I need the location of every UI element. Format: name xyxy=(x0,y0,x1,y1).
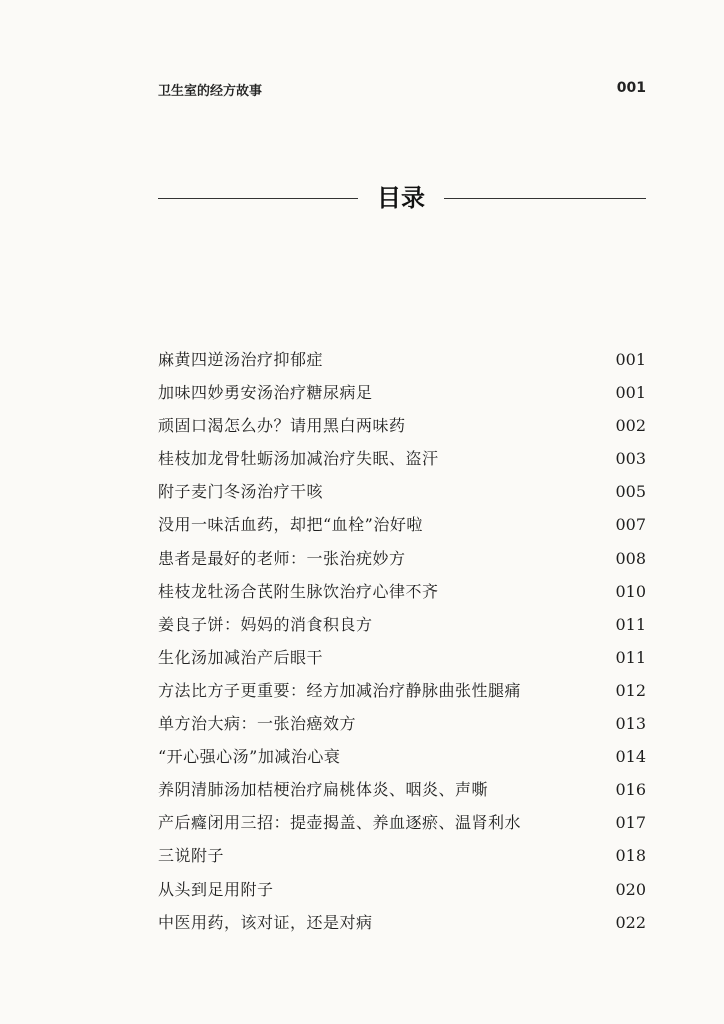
toc-entry-title: 三说附子 xyxy=(158,846,225,866)
heading-rule-right xyxy=(444,198,646,199)
toc-entry[interactable] xyxy=(158,575,646,608)
toc-entry-page: 001 xyxy=(615,383,646,403)
toc-entry-page: 005 xyxy=(615,482,646,502)
toc-entry-title: “开心强心汤”加减治心衰 xyxy=(158,747,341,767)
toc-entry-page: 014 xyxy=(615,747,646,767)
page-number: 001 xyxy=(616,80,646,96)
toc-entry-title: 养阴清肺汤加桔梗治疗扁桃体炎、咽炎、声嘶 xyxy=(158,780,489,800)
toc-entry[interactable] xyxy=(158,906,646,939)
heading-rule-left xyxy=(158,198,358,199)
toc-entry-page: 013 xyxy=(615,714,646,734)
toc-entry[interactable] xyxy=(158,806,646,839)
toc-entry[interactable] xyxy=(158,773,646,806)
toc-entry-page: 018 xyxy=(615,846,646,866)
toc-entry[interactable] xyxy=(158,442,646,475)
toc-entry[interactable] xyxy=(158,707,646,740)
toc-entry[interactable] xyxy=(158,839,646,872)
toc-entry[interactable] xyxy=(158,409,646,442)
toc-entry[interactable] xyxy=(158,873,646,906)
toc-entry-title: 方法比方子更重要：经方加减治疗静脉曲张性腿痛 xyxy=(158,680,522,700)
toc-entry-title: 中医用药，该对证，还是对病 xyxy=(158,912,373,932)
toc-entry-page: 002 xyxy=(615,416,646,436)
toc-entry-page: 003 xyxy=(615,449,646,469)
toc-entry-page: 011 xyxy=(615,647,646,667)
toc-entry-title: 桂枝加龙骨牡蛎汤加减治疗失眠、盗汗 xyxy=(158,449,439,469)
toc-entry-title: 附子麦门冬汤治疗干咳 xyxy=(158,482,324,502)
toc-entry-title: 没用一味活血药，却把“血栓”治好啦 xyxy=(158,515,423,535)
book-title: 卫生室的经方故事 xyxy=(158,84,263,99)
toc-entry-page: 022 xyxy=(615,912,646,932)
toc-entry-title: 桂枝龙牡汤合芪附生脉饮治疗心律不齐 xyxy=(158,581,439,601)
toc-entry[interactable] xyxy=(158,343,646,376)
toc-entry[interactable] xyxy=(158,641,646,674)
toc-entry-page: 011 xyxy=(615,614,646,634)
toc-heading-row xyxy=(158,180,646,216)
toc-entry[interactable] xyxy=(158,542,646,575)
toc-entry[interactable] xyxy=(158,608,646,641)
toc-entry[interactable] xyxy=(158,740,646,773)
toc-entry-title: 麻黄四逆汤治疗抑郁症 xyxy=(158,350,324,369)
toc-entry-page: 007 xyxy=(615,515,646,535)
toc-entry-title: 从头到足用附子 xyxy=(158,879,274,899)
toc-entry-page: 008 xyxy=(615,548,646,568)
toc-entry[interactable] xyxy=(158,475,646,508)
toc-entry-title: 顽固口渴怎么办？请用黑白两味药 xyxy=(158,416,406,436)
toc-entry-title: 产后癃闭用三招：提壶揭盖、养血逐瘀、温肾利水 xyxy=(158,813,522,833)
toc-entry-page: 012 xyxy=(615,680,646,700)
toc-entry-page: 017 xyxy=(615,813,646,833)
toc-entry-title: 单方治大病：一张治癌效方 xyxy=(158,714,357,734)
running-header xyxy=(158,80,646,100)
toc-entry-title: 生化汤加减治产后眼干 xyxy=(158,647,324,667)
toc-entry-page: 001 xyxy=(615,350,646,369)
toc-entry-page: 016 xyxy=(615,780,646,800)
toc-entry-title: 姜良子饼：妈妈的消食积良方 xyxy=(158,614,373,634)
toc-entry[interactable] xyxy=(158,508,646,541)
toc-entry-page: 010 xyxy=(615,581,646,601)
toc-entry[interactable] xyxy=(158,674,646,707)
toc-list xyxy=(158,343,646,939)
toc-entry[interactable] xyxy=(158,376,646,409)
toc-heading: 目录 xyxy=(377,184,425,212)
toc-entry-page: 020 xyxy=(615,879,646,899)
toc-entry-title: 加味四妙勇安汤治疗糖尿病足 xyxy=(158,383,373,403)
toc-entry-title: 患者是最好的老师：一张治疣妙方 xyxy=(158,548,406,568)
